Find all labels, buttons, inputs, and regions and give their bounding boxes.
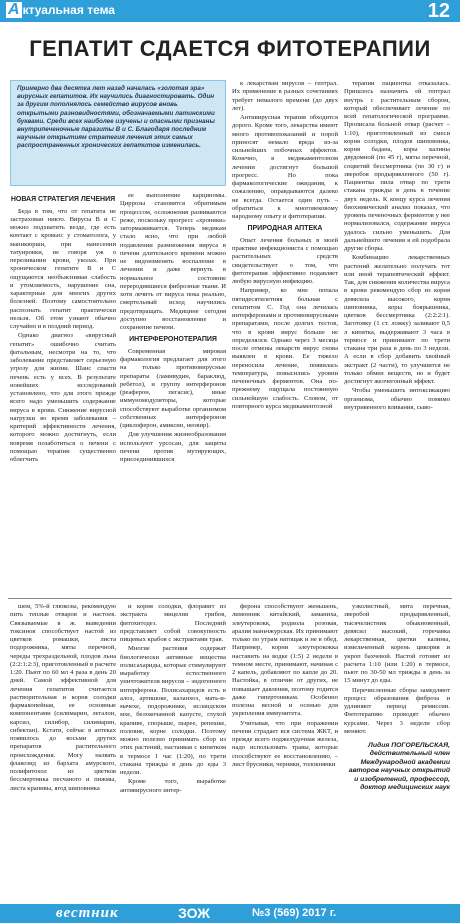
paragraph: Чтобы уменьшить интоксикацию организма, обычно помимо внутривенного вливания, сыво- <box>344 387 450 411</box>
section-divider <box>8 598 452 599</box>
bottom-column-3 <box>232 603 338 899</box>
page-number: 12 <box>427 0 450 22</box>
paragraph: Для улучшения жизнеобразования используют урсосан, для защиты печени против мутирующих, присоединившихся <box>120 431 226 463</box>
rubric-label: А ктуальная тема <box>8 1 115 18</box>
paragraph: Многие растения содержат биологически активные вещества полисахариды, которые стимулируют выработку естественного уничтожителя вирусов – эндогенного интерферона. Полисахаридов есть в алоэ, артишоке, каланхоэ, мать-и-мачехе, подорожнике, исландском мхе, белокочанной капусте, глухой крапиве, спорыше, пырее, репешке, половие, корне солодки. Поэтому можно полезно принимать сбор из этих растений, настаивая с кипятком в термосе 1 час (1:20), по трети стакана трижды в день до еды 3 недели. <box>120 645 226 776</box>
bottom-column-1 <box>10 603 116 899</box>
bottom-column-4 <box>344 603 450 899</box>
paragraph: Современная мировая фармакология предлагает для этого на только противовирусные препараты (ламивудин, бараклюд, ребетол), и группу интерферонов (реаферон, пегасис), иные иммуномодуляторы, которые способствуют выработке организмом собственных интерферонов (циклоферон, амиксин, неовир). <box>120 347 226 429</box>
paragraph: Однако диагноз «вирусный гепатит» ошибочно считать фатальным, несмотря на то, что заболевание представляет серьезную угрозу для жизни. Шанс спасти печень есть у всех. В результате новейших исследований установлено, что для этого прежде всего надо уменьшить содержание вируса в крови. Снижение вирусной нагрузки во время заболевания – критерий эффективности лечения, которого можно достигнуть, если вовремя позаботиться о печени с помощью терапии существенно облегчить <box>10 332 116 463</box>
paragraph: Перечисленные сборы замедляют процесс образования фиброза и удлиняют период ремиссии. Фитотерапию проводят обычно курсами. Через 3 недели сбор меняют. <box>344 686 450 735</box>
paragraph: Антивирусная терапия обходится дорого. Кроме того, лекарства имеют много противопоказаний и порой приносят немало вреда из-за сильнейших побочных эффектов. Конечно, в медикаментозном лечении достигнут большой прогресс. Но пока фармакологические ожидания, к сожалению, оправдываются далеко не всегда. Остается один путь – обратиться к многовековому народному опыту и фитотерапии. <box>232 114 338 220</box>
magazine-logo-mark: ЗОЖ <box>178 905 210 921</box>
bottom-column-2 <box>120 603 226 899</box>
article-title: ГЕПАТИТ СДАЕТСЯ ФИТОТЕРАПИИ <box>29 36 431 61</box>
paragraph: Комбинацию лекарственных растений желательно получать тот или иной терапевтический эффект. Так, для снижения количества вируса в крови рекомендую сбор из корня девясила высокого, корня шиповника, коры боярышника, цветков бессмертника (2:2:2:1). Заготовку (1 ст. ложку) заливают 0,5 л кипятка, выдерживают 3 часа в термосе и принимают по трети стакана три раза в день по 3 недели. А если в сбор добавить хвойный экстракт (2 части), то улучшится не только обмен веществ, но и будет достигнут желчегонный эффект. <box>344 254 450 385</box>
author-name: Лидия ПОГОРЕЛЬСКАЯ, <box>368 742 450 749</box>
subheading: НОВАЯ СТРАТЕГИЯ ЛЕЧЕНИЯ <box>10 196 116 203</box>
column-3 <box>232 80 338 594</box>
column-4 <box>344 80 450 594</box>
paragraph: и корня солодки, флоравит из экстракта мицелия грибов, фитохитодез. Последний представляет собой совокупность пищевых крабов с экстрактами трав. <box>120 603 226 643</box>
subheading: ПРИРОДНАЯ АПТЕКА <box>247 225 323 233</box>
column-2 <box>120 192 226 594</box>
magazine-logo: вестник <box>56 905 119 921</box>
paragraph: Беда в том, что от гепатита не застрахован никто. Вирусы В и С можно подхватить везде, где есть контакт с кровью: у стоматолога, у маникюрши, при нанесении татуировки, не говоря уж о переливании крови, уколах. При хроническом гепатите В и С ощущаются необъяснимая слабость и утомляемость, нарушение сна, характерные для многих других болезней. Поэтому самостоятельно распознать гепатит практически нельзя. Об этом узнают обычно случайно и в поздний период. <box>10 207 116 330</box>
footer-bar <box>0 904 460 923</box>
paragraph: Кроме того, выработке антивирусного интер- <box>120 778 226 794</box>
paragraph: Например, ко мне попала пятидесятилетняя больная с гепатитом С. Год она лечилась интерферонами и противовирусными препаратами, после долгих тестов, что в крови вирус больше не определялся. Однако через 3 месяца после отмены лекарств вирус снова выявлен в крови. Ее тяжело переносила лечение, появилась температура, повысились уровни печеночных ферментов. Она по-прежнему ощущала постоянную сильнейшую слабость. Словом, от повторного курса медикаментозной <box>232 287 338 410</box>
author-signature <box>344 742 450 792</box>
paragraph: ее выполнение карциномы. Циррозы становятся обратимым процессом, осложнения развиваются реже, поскольку прогресс «хроники» затормаживается. Теперь медикам стало ясно, что при любой подавлении размножения вируса в печени длительного времени можно не видоизменять воспаление в лечении и даже вернуть в нормальное состояние переродившиеся фиброзные ткани. И хотя лечить от вируса пока реально, смертельный исход научились предотвращать. Медицине сегодня доступно восстановление и сохранение печени. <box>120 192 226 331</box>
header-bar <box>0 0 460 22</box>
paragraph: к лекарствам вирусов – гептрал. Их применение в разных сочетаниях требует немалого времени (до двух лет). <box>232 80 338 112</box>
author-credentials: действительный член Международной академии авторов научных открытий и изобретений, профессор, доктор медицинских наук <box>348 750 450 792</box>
paragraph: шем, 5%-й глюкозы, рекомендую пить теплые отваров и настоев. Связываемые в ж. выведении токсинов способствует настой из цветков ромашки, листа подорожника, мяты перечной, череды трехраздельной, плодов льна (2:2:1:2:3), приготовленный в расчете 1:20. Пьют по 60 мл 4 раза в день 20 дней. Самой эффективной для лечения гепатитов считается растворительная и корня солодки фармакопейная, ее основные компонентами (силимарин, легалон, карсил, силибор, силимарин, сибектан). Кстати, сейчас в аптеках появилось до восьми других препаратов растительного происхождения. Могу назвать флакозид из бархата амурского, полифитохол из цветков бессмертника песчаного и пижмы, листа крапивы, ягод шиповника <box>10 603 116 792</box>
paragraph: Опыт лечения больных в моей практике инфекциониста с помощью растительных средств свидетельствует о том, что фитотерапия эффективно подавляет любую вирусную инфекцию. <box>232 236 338 285</box>
paragraph: Учитывая, что при поражении печени страдает вся система ЖКТ, и прежде всего поджелудочная железа, надо использовать травы, которые способствуют ее восстановлению, – лист брусники, черники, толокнянки <box>232 719 338 768</box>
paragraph: ферона способствуют женьшень, лимонник китайский, заманиха, элеутерококк, родиола розовая, аралия маньчжурская. Их принимают только по утрам натощак и не в обед. Например, корни элеутерококка наставить на водке (1:5) 2 недели в темном месте, принимают, начиная с 2 капель, добавляют по капле до 20. Настойка, в отличие от других, не повышает давления, поэтому годится даже гипертоникам. Особенно полезна весной и осенью для укрепления иммунитета. <box>232 603 338 718</box>
subheading: ИНТЕРФЕРОНОТЕРАПИЯ <box>129 336 217 344</box>
column-1 <box>10 192 116 594</box>
article-lead: Примерно два десятка лет назад началась «золотая эра» вирусных гепатитов. Их научились диагностировать. Один за другим пополнялось семейство вирусов вновь открытыми разновидностями, обозначаемыми латинскими буквами. Среди всех наиболее изучены и опасными признаны внутрипеченочные паразиты В и С. Благодаря последним научным открытиям стратегия лечения этих самых распространенных хронических гепатитов изменилась. <box>10 80 226 186</box>
issue-number: №3 (569) 2017 г. <box>252 907 337 919</box>
paragraph: терапии пациентка отказалась. Пришлось назначить ей гептрал внутрь с растительным сбором, который обеспечивает лечение по всей гепатологической программе. Прописала больной отвар (расчет – 1:10), приготовленный из смеси корня солодки, плодов шиповника, корня бадана, коры калины двудомной (по 45 г), мяты перечной, соцветий бессмертника (по 30 г) и зверобоя продырявленного (50 г). Пациентка пила отвар по трети стакана трижды в день в течение двух недель. К концу курса лечения биохимический анализ показал, что уровень печеночных ферментов у нее нормализовался, содержание вируса удалось сильно уменьшить. Для дальнейшего лечения я ей подобрала другие сборы. <box>344 80 450 252</box>
paragraph: узколистный, мята перечная, зверобой продырявленный, тысячелистник обыкновенный, девясил высокий, горечавка лекарственная, цветки калины, измельченный корень цикория и укроп бахчевой. Настой готовят из расчета 1:10 (или 1:20) в термосе, пьют по 30-50 мл трижды в день за 15 минут до еды. <box>344 603 450 685</box>
